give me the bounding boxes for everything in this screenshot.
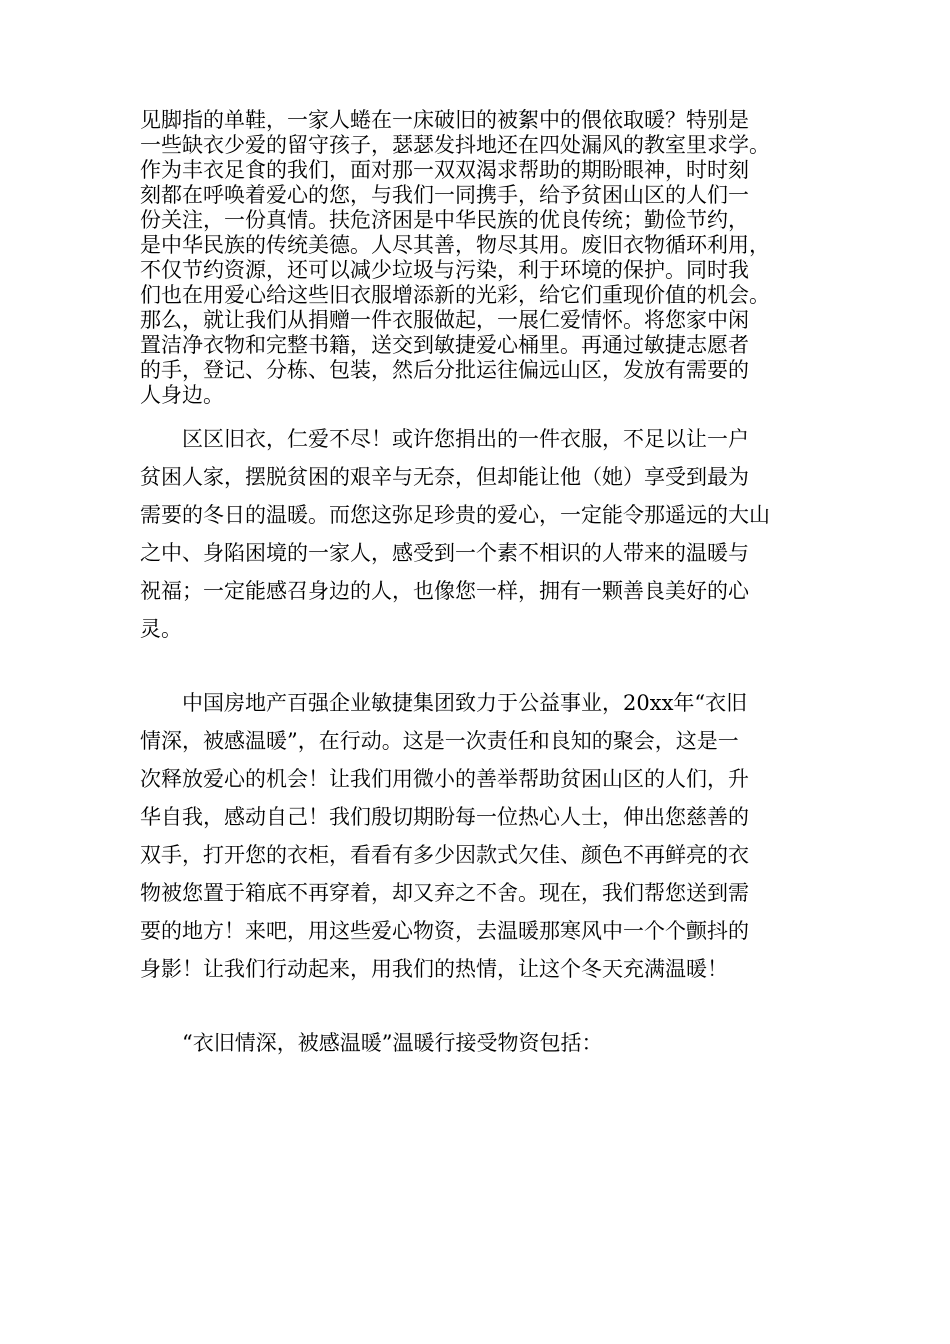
document-body — [140, 108, 830, 1062]
paragraph-continued: 见脚指的单鞋，一家人蜷在一床破旧的被絮中的偎依取暖？特别是 一些缺衣少爱的留守孩子，瑟瑟发抖地还在四处漏风的教室里求学。 作为丰衣足食的我们，面对那一双双渴求帮助的期盼眼神，时时刻 刻都在呼唤着爱心的您，与我们一同携手，给予贫困山区的人们一 份关注，一份真情。扶危济困是中华民族的优良传统；勤俭节约， 是中华民族的传统美德。人尽其善，物尽其用。废旧衣物循环利用， 不仅节约资源，还可以减少垃圾与污染，利于环境的保护。同时我 们也在用爱心给这些旧衣服增添新的光彩，给它们重现价值的机会。 那么，就让我们从捐赠一件衣服做起，一展仁爱情怀。将您家中闲 置洁净衣物和完整书籍，送交到敏捷爱心桶里。再通过敏捷志愿者 的手，登记、分栋、包装，然后分批运往偏远山区，发放有需要的 人身边。 — [140, 108, 770, 407]
paragraph-old-clothes: 区区旧衣，仁爱不尽！或许您捐出的一件衣服，不足以让一户 贫困人家，摆脱贫困的艰辛与无奈，但却能让他（她）享受到最为 需要的冬日的温暖。而您这弥足珍贵的爱心，一定能令那遥远的大山 之中、身陷困境的一家人，感受到一个素不相识的人带来的温暖与 祝福；一定能感召身边的人，也像您一样，拥有一颗善良美好的心 灵。 — [140, 427, 770, 641]
paragraph-accepted-items: “衣旧情深，被感温暖”温暖行接受物资包括： — [140, 1031, 603, 1055]
paragraph-company-action: 中国房地产百强企业敏捷集团致力于公益事业，20xx年“衣旧 情深，被感温暖”，在行动。这是一次责任和良知的聚会，这是一 次释放爱心的机会！让我们用微小的善举帮助贫困山区的人们，升 华自我，感动自己！我们殷切期盼每一位热心人士，伸出您慈善的 双手，打开您的衣柜，看看有多少因款式欠佳、颜色不再鲜亮的衣 物被您置于箱底不再穿着，却又弃之不舍。现在，我们帮您送到需 要的地方！来吧，用这些爱心物资，去温暖那寒风中一个个颤抖的 身影！让我们行动起来，用我们的热情，让这个冬天充满温暖！ — [140, 691, 749, 981]
